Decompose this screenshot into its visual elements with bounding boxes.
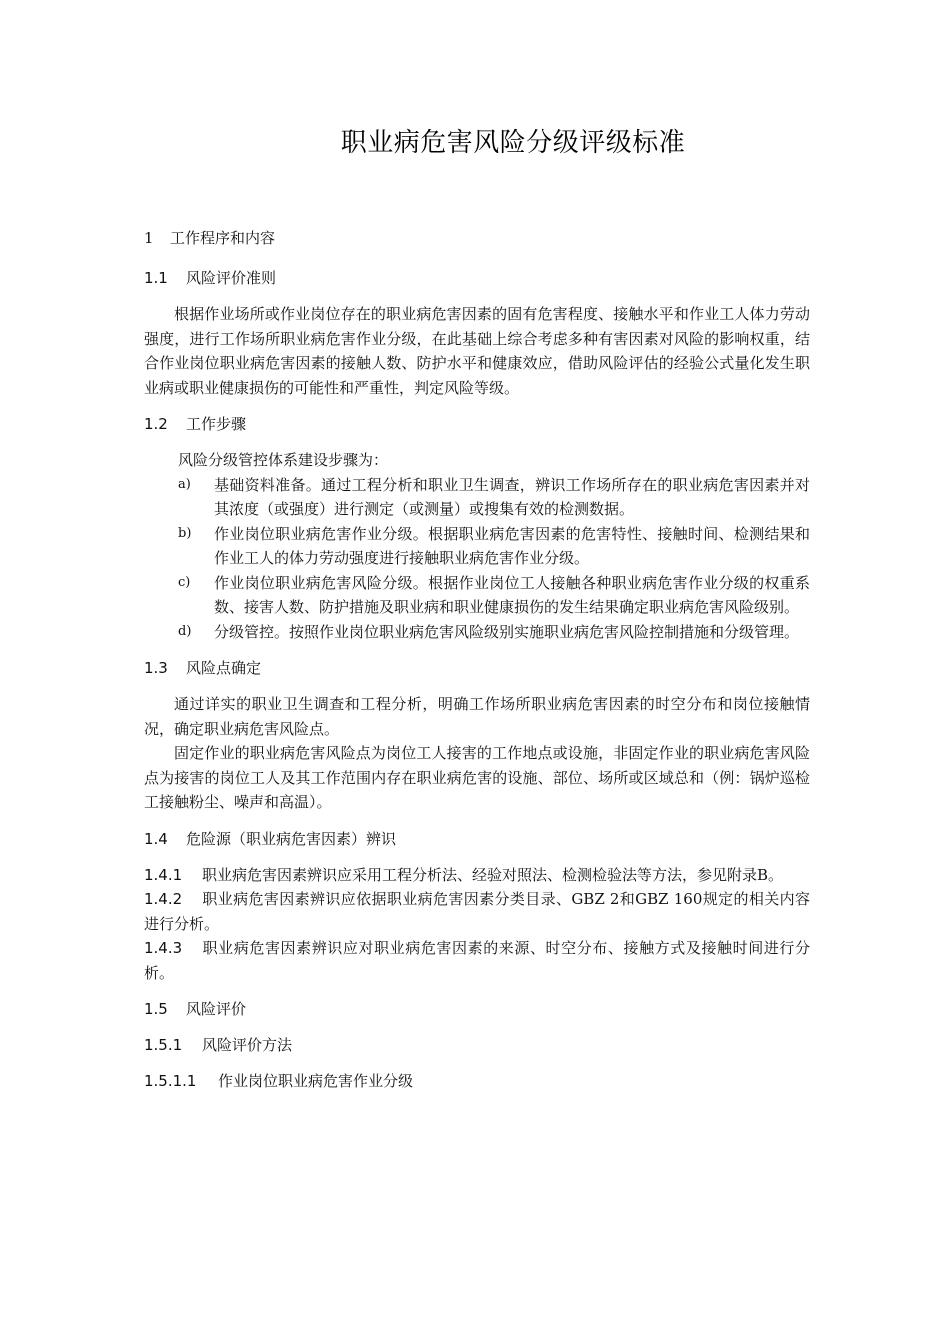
list-item [144,620,810,645]
section-number: 1.4 [144,829,168,848]
section-number: 1.5.1 [144,1036,183,1054]
clause-text: 职业病危害因素辨识应采用工程分析法、经验对照法、检测检验法等方法，参见附录B。 [202,865,784,884]
section-heading-1-1 [144,266,810,290]
steps-intro: 风险分级管控体系建设步骤为： [178,451,389,469]
section-title: 作业岗位职业病危害作业分级 [218,1072,414,1090]
paragraph-risk-criteria: 根据作业场所或作业岗位存在的职业病危害因素的固有危害程度、接触水平和作业工人体力劳动强度，进行工作场所职业病危害作业分级，在此基础上综合考虑多种有害因素对风险的影响权重，结合作业岗位职业病危害因素的接触人数、防护水平和健康效应，借助风险评估的经验公式量化发生职业病或职业健康损伤的可能性和严重性，判定风险等级。 [144,305,810,397]
section-title: 风险点确定 [186,659,262,677]
section-heading-1-3 [144,656,810,680]
clause-1-4-2 [144,887,810,936]
clause-1-4-3 [144,936,810,985]
section-heading-1-5-1-1 [144,1069,810,1093]
list-item-text: 基础资料准备。通过工程分析和职业卫生调查，辨识工作场所存在的职业病危害因素并对其浓度（或强度）进行测定（或测量）或搜集有效的检测数据。 [214,475,810,518]
clause-number: 1.4.3 [144,939,183,957]
section-heading-1-5 [144,997,810,1021]
list-item [144,473,810,522]
section-heading-1-4 [144,827,810,851]
section-number: 1.5 [144,1000,168,1018]
document-title: 职业病危害风险分级评级标准 [340,128,686,158]
section-number: 1.2 [144,415,168,433]
steps-list [144,473,810,645]
section-heading-1-5-1 [144,1033,810,1057]
list-item-text: 分级管控。按照作业岗位职业病危害风险级别实施职业病危害风险控制措施和分级管理。 [214,622,800,641]
section-number: 1.1 [144,269,168,287]
list-item-text: 作业岗位职业病危害风险分级。根据作业岗位工人接触各种职业病危害作业分级的权重系数、接害人数、防护措施及职业病和职业健康损伤的发生结果确定职业病危害风险级别。 [214,573,810,616]
section-heading-1-2 [144,412,810,436]
section-title: 风险评价方法 [202,1036,293,1054]
list-item-text: 作业岗位职业病危害作业分级。根据职业病危害因素的危害特性、接触时间、检测结果和作业工人的体力劳动强度进行接触职业病危害作业分级。 [214,524,810,567]
section-number: 1 [144,229,154,247]
list-marker: d) [178,623,192,639]
section-title: 工作步骤 [186,415,247,433]
list-marker: b) [178,525,192,541]
clause-1-4-1 [144,863,810,888]
paragraph-risk-point-1: 通过详实的职业卫生调查和工程分析，明确工作场所职业病危害因素的时空分布和岗位接触情况，确定职业病危害风险点。 [144,695,810,738]
paragraph-risk-point-2: 固定作业的职业病危害风险点为岗位工人接害的工作地点或设施，非固定作业的职业病危害风险点为接害的岗位工人及其工作范围内存在职业病危害的设施、部位、场所或区域总和（例：锅炉巡检工接触粉尘、噪声和高温）。 [144,744,810,811]
list-item [144,522,810,571]
section-title: 风险评价准则 [186,269,277,287]
document-body [144,226,810,1105]
section-heading-1 [144,226,810,250]
clause-text: 职业病危害因素辨识应依据职业病危害因素分类目录、GBZ 2和GBZ 160规定的相关内容进行分析。 [144,890,810,933]
clause-number: 1.4.2 [144,890,183,908]
section-number: 1.5.1.1 [144,1072,197,1090]
list-marker: c) [178,574,191,590]
list-marker: a) [178,476,191,492]
section-number: 1.3 [144,659,168,677]
clause-number: 1.4.1 [144,865,183,884]
section-title: 危险源（职业病危害因素）辨识 [186,829,397,848]
section-title: 风险评价 [186,1000,247,1018]
section-title: 工作程序和内容 [170,229,276,247]
clause-text: 职业病危害因素辨识应对职业病危害因素的来源、时空分布、接触方式及接触时间进行分析。 [144,939,810,982]
list-item [144,571,810,620]
